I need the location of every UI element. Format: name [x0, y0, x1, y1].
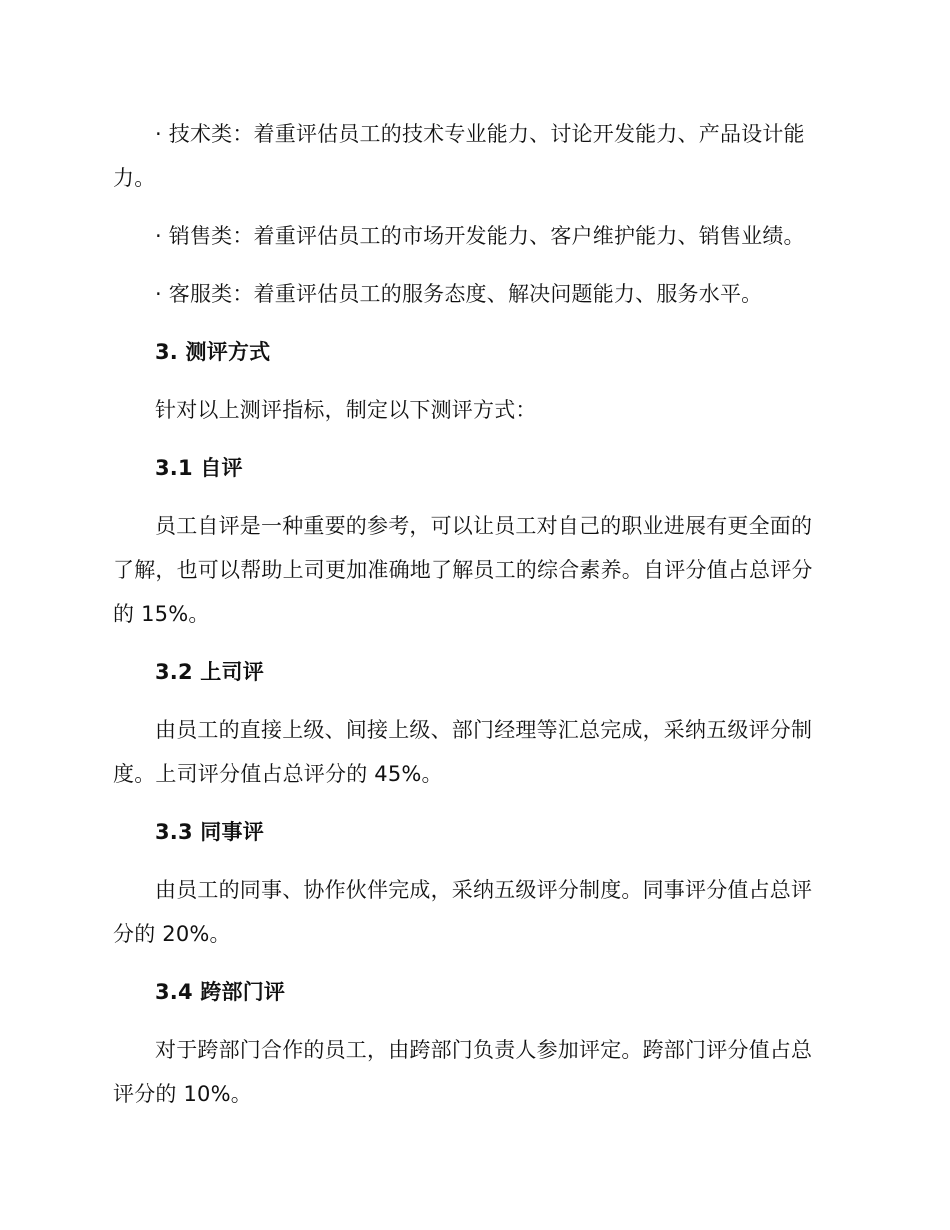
spacer: [113, 956, 833, 970]
bullet-service: · 客服类：着重评估员工的服务态度、解决问题能力、服务水平。: [155, 282, 763, 306]
section-3-1-title: 3.1 自评: [155, 456, 243, 480]
spacer: [113, 854, 833, 868]
section-3-2-line1: 由员工的直接上级、间接上级、部门经理等汇总完成，采纳五级评分制: [155, 718, 813, 742]
section-3-3-line2: 分的 20%。: [113, 922, 231, 946]
spacer: [113, 694, 833, 708]
section-3-intro: 针对以上测评指标，制定以下测评方式：: [155, 398, 537, 422]
bullet-tech-line1: · 技术类：着重评估员工的技术专业能力、讨论开发能力、产品设计能: [155, 122, 805, 146]
section-3-3-line1: 由员工的同事、协作伙伴完成，采纳五级评分制度。同事评分值占总评: [155, 878, 813, 902]
spacer: [113, 258, 833, 272]
spacer: [113, 432, 833, 446]
section-3-1-line3: 的 15%。: [113, 602, 210, 626]
section-3-1-line1: 员工自评是一种重要的参考，可以让员工对自己的职业进展有更全面的: [155, 514, 813, 538]
spacer: [113, 200, 833, 214]
section-3-3-title: 3.3 同事评: [155, 820, 264, 844]
section-3-4-title: 3.4 跨部门评: [155, 980, 286, 1004]
section-3-4-line2: 评分的 10%。: [113, 1082, 252, 1106]
spacer: [113, 374, 833, 388]
section-3-1-line2: 了解，也可以帮助上司更加准确地了解员工的综合素养。自评分值占总评分: [113, 558, 813, 582]
document-body: [113, 112, 833, 1116]
spacer: [113, 796, 833, 810]
bullet-tech-line2: 力。: [113, 166, 156, 190]
section-3-4-line1: 对于跨部门合作的员工，由跨部门负责人参加评定。跨部门评分值占总: [155, 1038, 813, 1062]
spacer: [113, 490, 833, 504]
section-3-title: 3. 测评方式: [155, 340, 271, 364]
spacer: [113, 636, 833, 650]
spacer: [113, 1014, 833, 1028]
bullet-sales: · 销售类：着重评估员工的市场开发能力、客户维护能力、销售业绩。: [155, 224, 805, 248]
section-3-2-title: 3.2 上司评: [155, 660, 264, 684]
spacer: [113, 316, 833, 330]
section-3-2-line2: 度。上司评分值占总评分的 45%。: [113, 762, 443, 786]
